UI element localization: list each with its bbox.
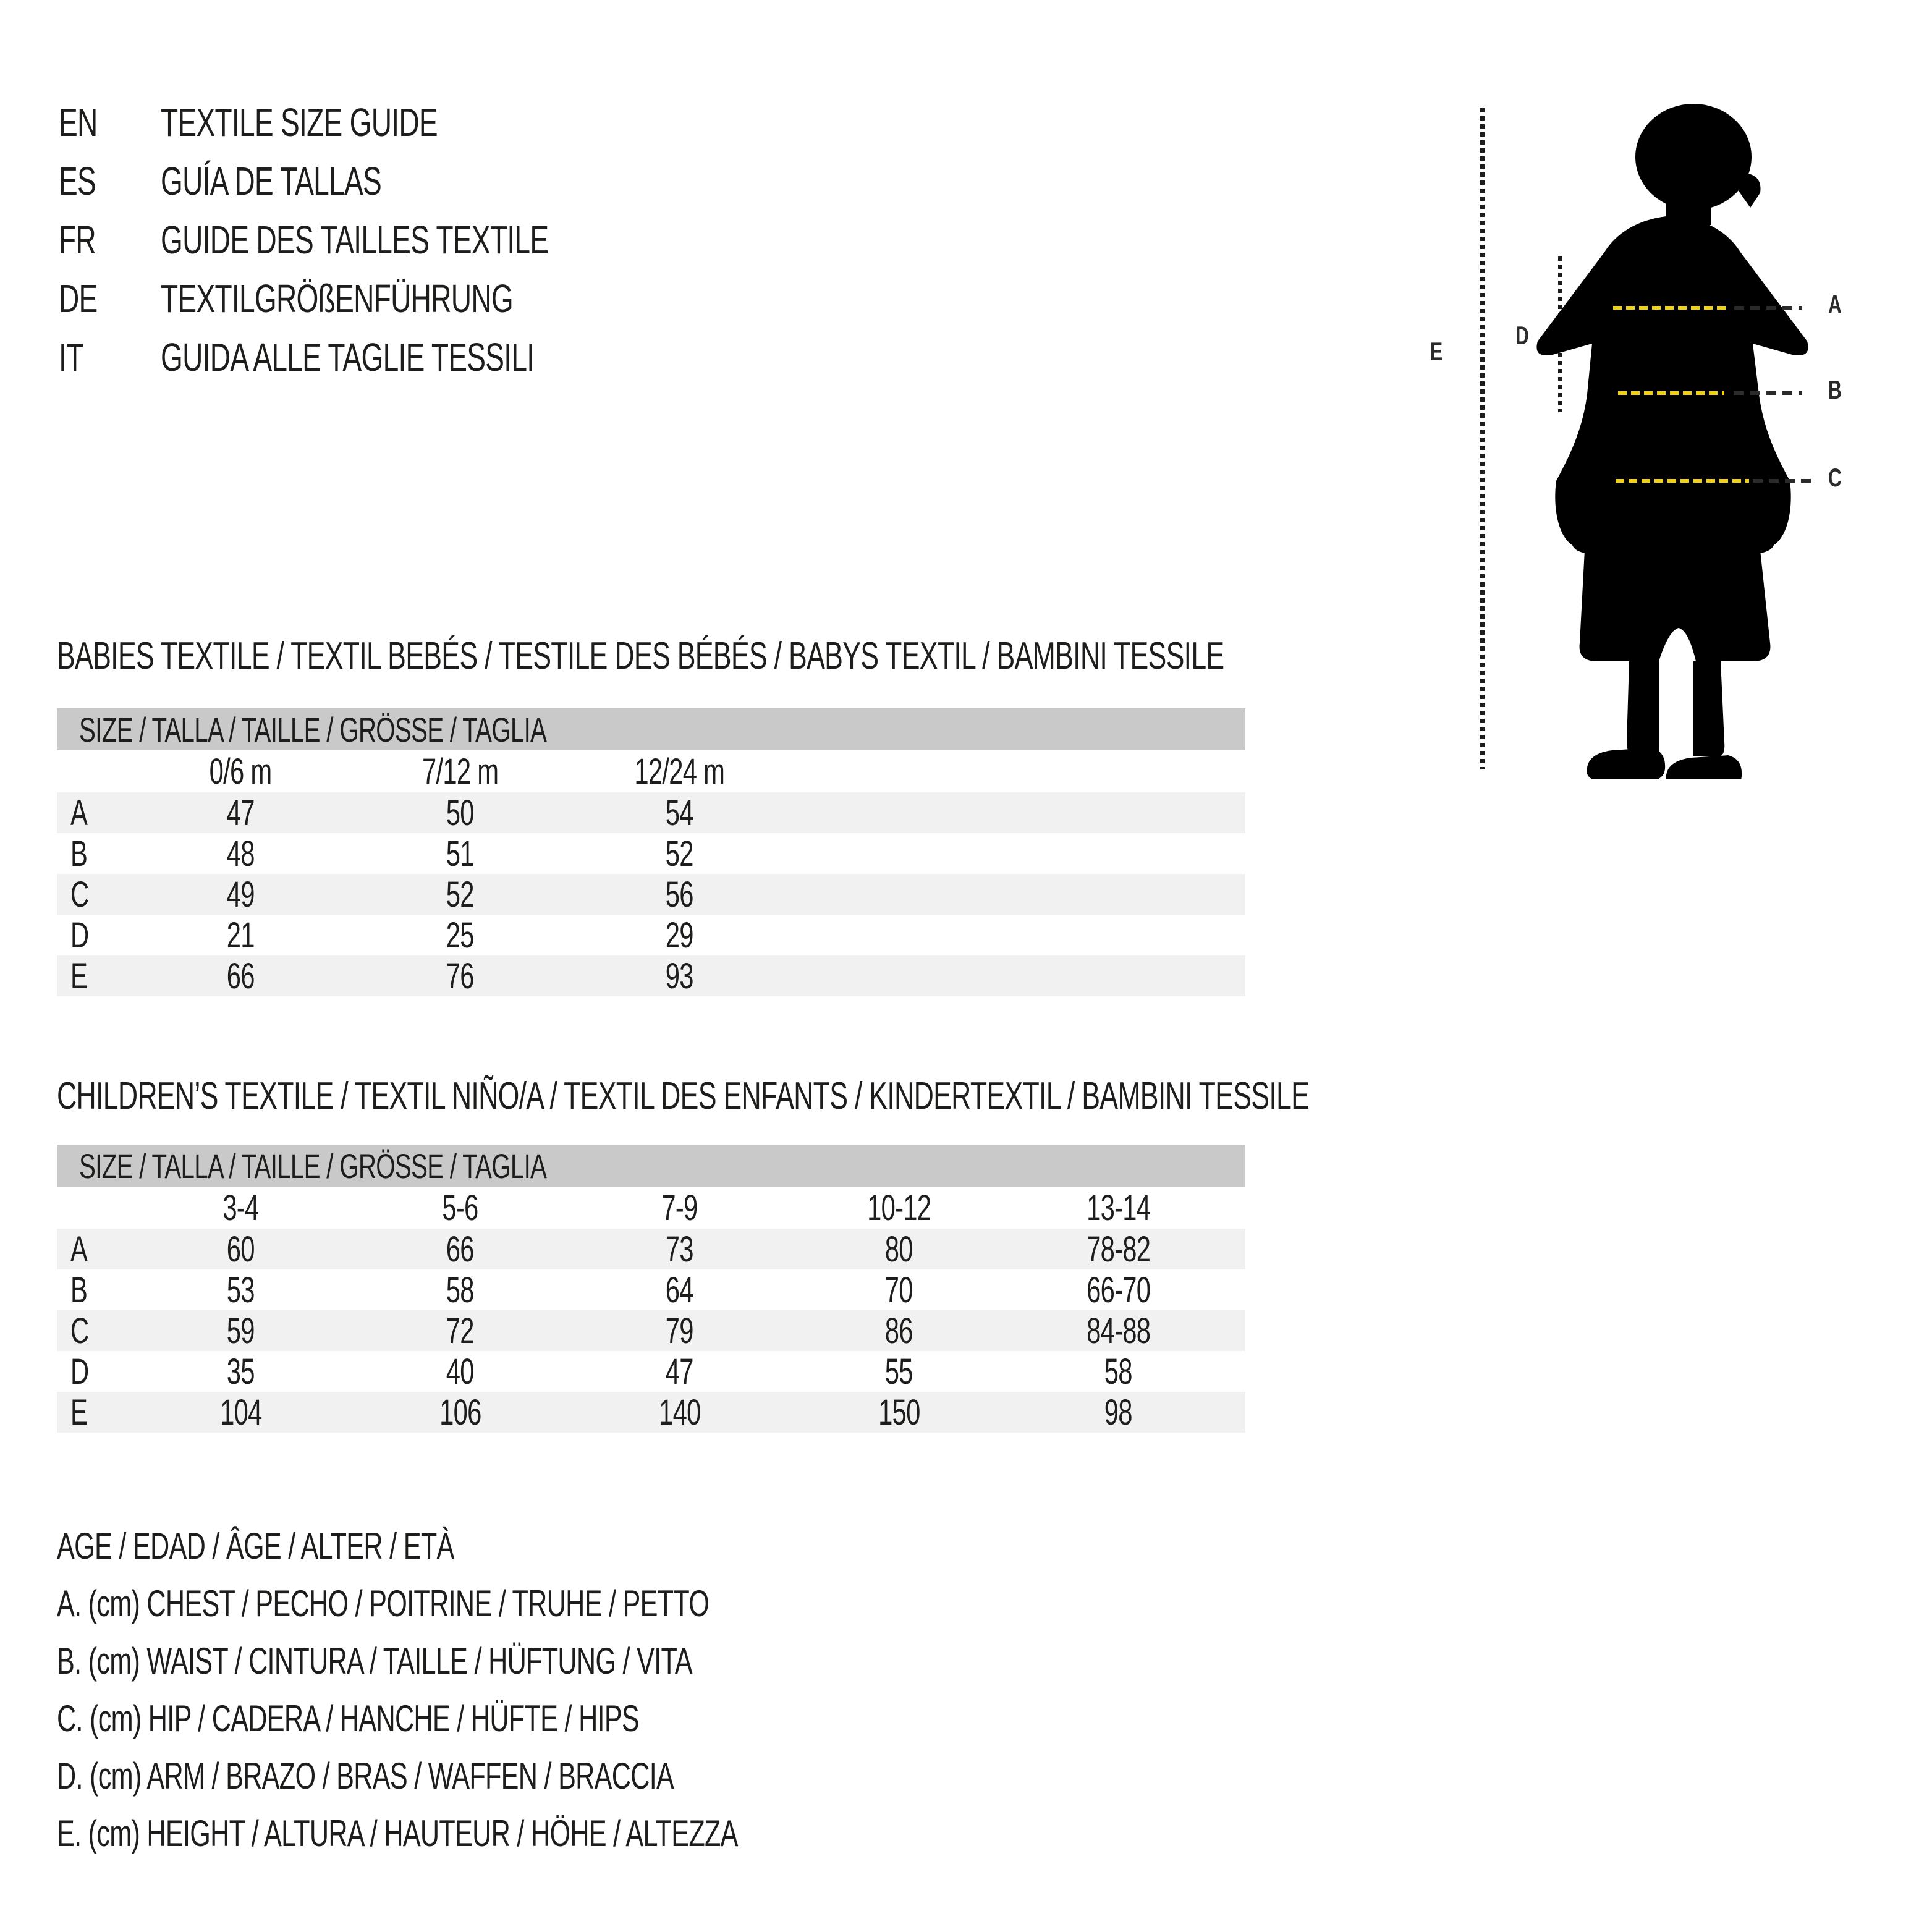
legend-text-hip: C. (cm) HIP / CADERA / HANCHE / HÜFTE / HIPS [57,1698,640,1739]
measure-label-a: A [1828,290,1842,319]
lang-code-de: DE [59,276,98,321]
measure-label-e: E [1430,337,1443,366]
row-label: D [70,915,89,955]
chest-yellow-dash [1613,306,1729,310]
table-row [57,1310,1245,1351]
table-cell: 58 [446,1269,474,1310]
table-cell: 47 [226,792,255,833]
legend-line-chest [57,1575,1002,1632]
lang-row-fr [59,210,699,269]
lang-code-fr: FR [59,217,96,262]
table-row [57,874,1245,915]
table-cell: 76 [446,955,474,996]
table-cell: 66-70 [1086,1269,1151,1310]
row-label: E [70,1392,88,1433]
table-row [57,1351,1245,1392]
table-cell: 47 [665,1351,693,1392]
babies-table-header-text: SIZE / TALLA / TAILLE / GRÖSSE / TAGLIA [79,710,547,749]
table-cell: 150 [878,1392,920,1433]
babies-col-2: 12/24 m [634,751,725,792]
babies-size-columns-row [57,750,1245,792]
babies-section-title-text: BABIES TEXTILE / TEXTIL BEBÉS / TESTILE DES BÉBÉS / BABYS TEXTIL / BAMBINI TESSILE [57,635,1224,677]
children-col-2: 7-9 [661,1187,698,1228]
measure-label-d: D [1515,321,1529,350]
table-row [57,1269,1245,1310]
lang-code-es: ES [59,158,96,203]
table-cell: 104 [219,1392,262,1433]
table-cell: 66 [446,1229,474,1269]
measure-label-c: C [1828,463,1842,492]
legend-text-height: E. (cm) HEIGHT / ALTURA / HAUTEUR / HÖHE / ALTEZZA [57,1813,738,1854]
legend-text-arm: D. (cm) ARM / BRAZO / BRAS / WAFFEN / BRACCIA [57,1755,674,1797]
children-size-table [57,1145,1245,1433]
table-row [57,1229,1245,1269]
table-cell: 66 [226,955,255,996]
table-cell: 49 [226,874,255,915]
babies-size-table [57,708,1245,996]
table-row [57,955,1245,996]
lang-title-es: GUÍA DE TALLAS [161,158,382,203]
table-cell: 64 [665,1269,693,1310]
children-table-header-text: SIZE / TALLA / TAILLE / GRÖSSE / TAGLIA [79,1146,547,1185]
table-cell: 98 [1104,1392,1132,1433]
lang-title-de: TEXTILGRÖßENFÜHRUNG [161,276,514,321]
table-cell: 52 [446,874,474,915]
waist-dark-dash [1734,391,1802,395]
children-col-0: 3-4 [222,1187,259,1228]
table-cell: 93 [665,955,693,996]
table-cell: 58 [1104,1351,1132,1392]
table-row [57,792,1245,833]
lang-title-en: TEXTILE SIZE GUIDE [161,100,438,145]
row-label: B [70,833,88,874]
table-cell: 55 [884,1351,913,1392]
babies-table-header-bar [57,708,1245,750]
table-cell: 35 [226,1351,255,1392]
table-row [57,1392,1245,1433]
language-title-block [59,93,699,386]
legend-text-waist: B. (cm) WAIST / CINTURA / TAILLE / HÜFTUNG / VITA [57,1640,693,1682]
lang-title-fr: GUIDE DES TAILLES TEXTILE [161,217,549,262]
table-row [57,915,1245,955]
size-measurement-diagram [1409,80,1932,803]
row-label: E [70,955,88,996]
legend-text-chest: A. (cm) CHEST / PECHO / POITRINE / TRUHE / PETTO [57,1583,710,1624]
babies-col-1: 7/12 m [422,751,499,792]
children-col-3: 10-12 [866,1187,931,1228]
table-row [57,833,1245,874]
table-cell: 80 [884,1229,913,1269]
row-label: A [70,1229,88,1269]
table-cell: 25 [446,915,474,955]
chest-dark-dash [1734,306,1802,310]
legend-line-waist [57,1632,1002,1690]
babies-section-title [57,634,1678,678]
lang-row-es [59,151,699,210]
table-cell: 56 [665,874,693,915]
children-section-title [57,1074,1796,1118]
children-col-4: 13-14 [1086,1187,1151,1228]
row-label: D [70,1351,89,1392]
table-cell: 52 [665,833,693,874]
legend-text-age: AGE / EDAD / ÂGE / ALTER / ETÀ [57,1525,454,1567]
hip-yellow-dash [1616,479,1749,483]
waist-yellow-dash [1618,391,1724,395]
table-cell: 73 [665,1229,693,1269]
table-cell: 51 [446,833,474,874]
table-cell: 84-88 [1086,1310,1151,1351]
table-cell: 53 [226,1269,255,1310]
lang-code-it: IT [59,334,83,379]
legend-line-arm [57,1747,1002,1805]
table-cell: 59 [226,1310,255,1351]
table-cell: 70 [884,1269,913,1310]
legend-line-age [57,1517,1002,1575]
legend-line-hip [57,1690,1002,1747]
table-cell: 48 [226,833,255,874]
table-cell: 54 [665,792,693,833]
measure-label-b: B [1828,375,1842,404]
table-cell: 140 [658,1392,701,1433]
babies-col-0: 0/6 m [210,751,272,792]
table-cell: 86 [884,1310,913,1351]
children-size-columns-row [57,1187,1245,1229]
lang-row-de [59,269,699,328]
lang-title-it: GUIDA ALLE TAGLIE TESSILI [161,334,535,379]
table-cell: 78-82 [1086,1229,1151,1269]
row-label: C [70,874,89,915]
table-cell: 50 [446,792,474,833]
measurement-legend [57,1517,1002,1862]
table-cell: 21 [226,915,255,955]
children-col-1: 5-6 [442,1187,478,1228]
table-cell: 60 [226,1229,255,1269]
table-cell: 40 [446,1351,474,1392]
legend-line-height [57,1805,1002,1862]
lang-code-en: EN [59,100,98,145]
table-cell: 72 [446,1310,474,1351]
table-cell: 79 [665,1310,693,1351]
table-cell: 106 [439,1392,481,1433]
children-table-header-bar [57,1145,1245,1187]
row-label: A [70,792,88,833]
row-label: B [70,1269,88,1310]
table-cell: 29 [665,915,693,955]
row-label: C [70,1310,89,1351]
lang-row-it [59,328,699,386]
lang-row-en [59,93,699,151]
hip-dark-dash [1753,479,1817,483]
children-section-title-text: CHILDREN’S TEXTILE / TEXTIL NIÑO/A / TEXTIL DES ENFANTS / KINDERTEXTIL / BAMBINI TESSILE [57,1075,1310,1117]
